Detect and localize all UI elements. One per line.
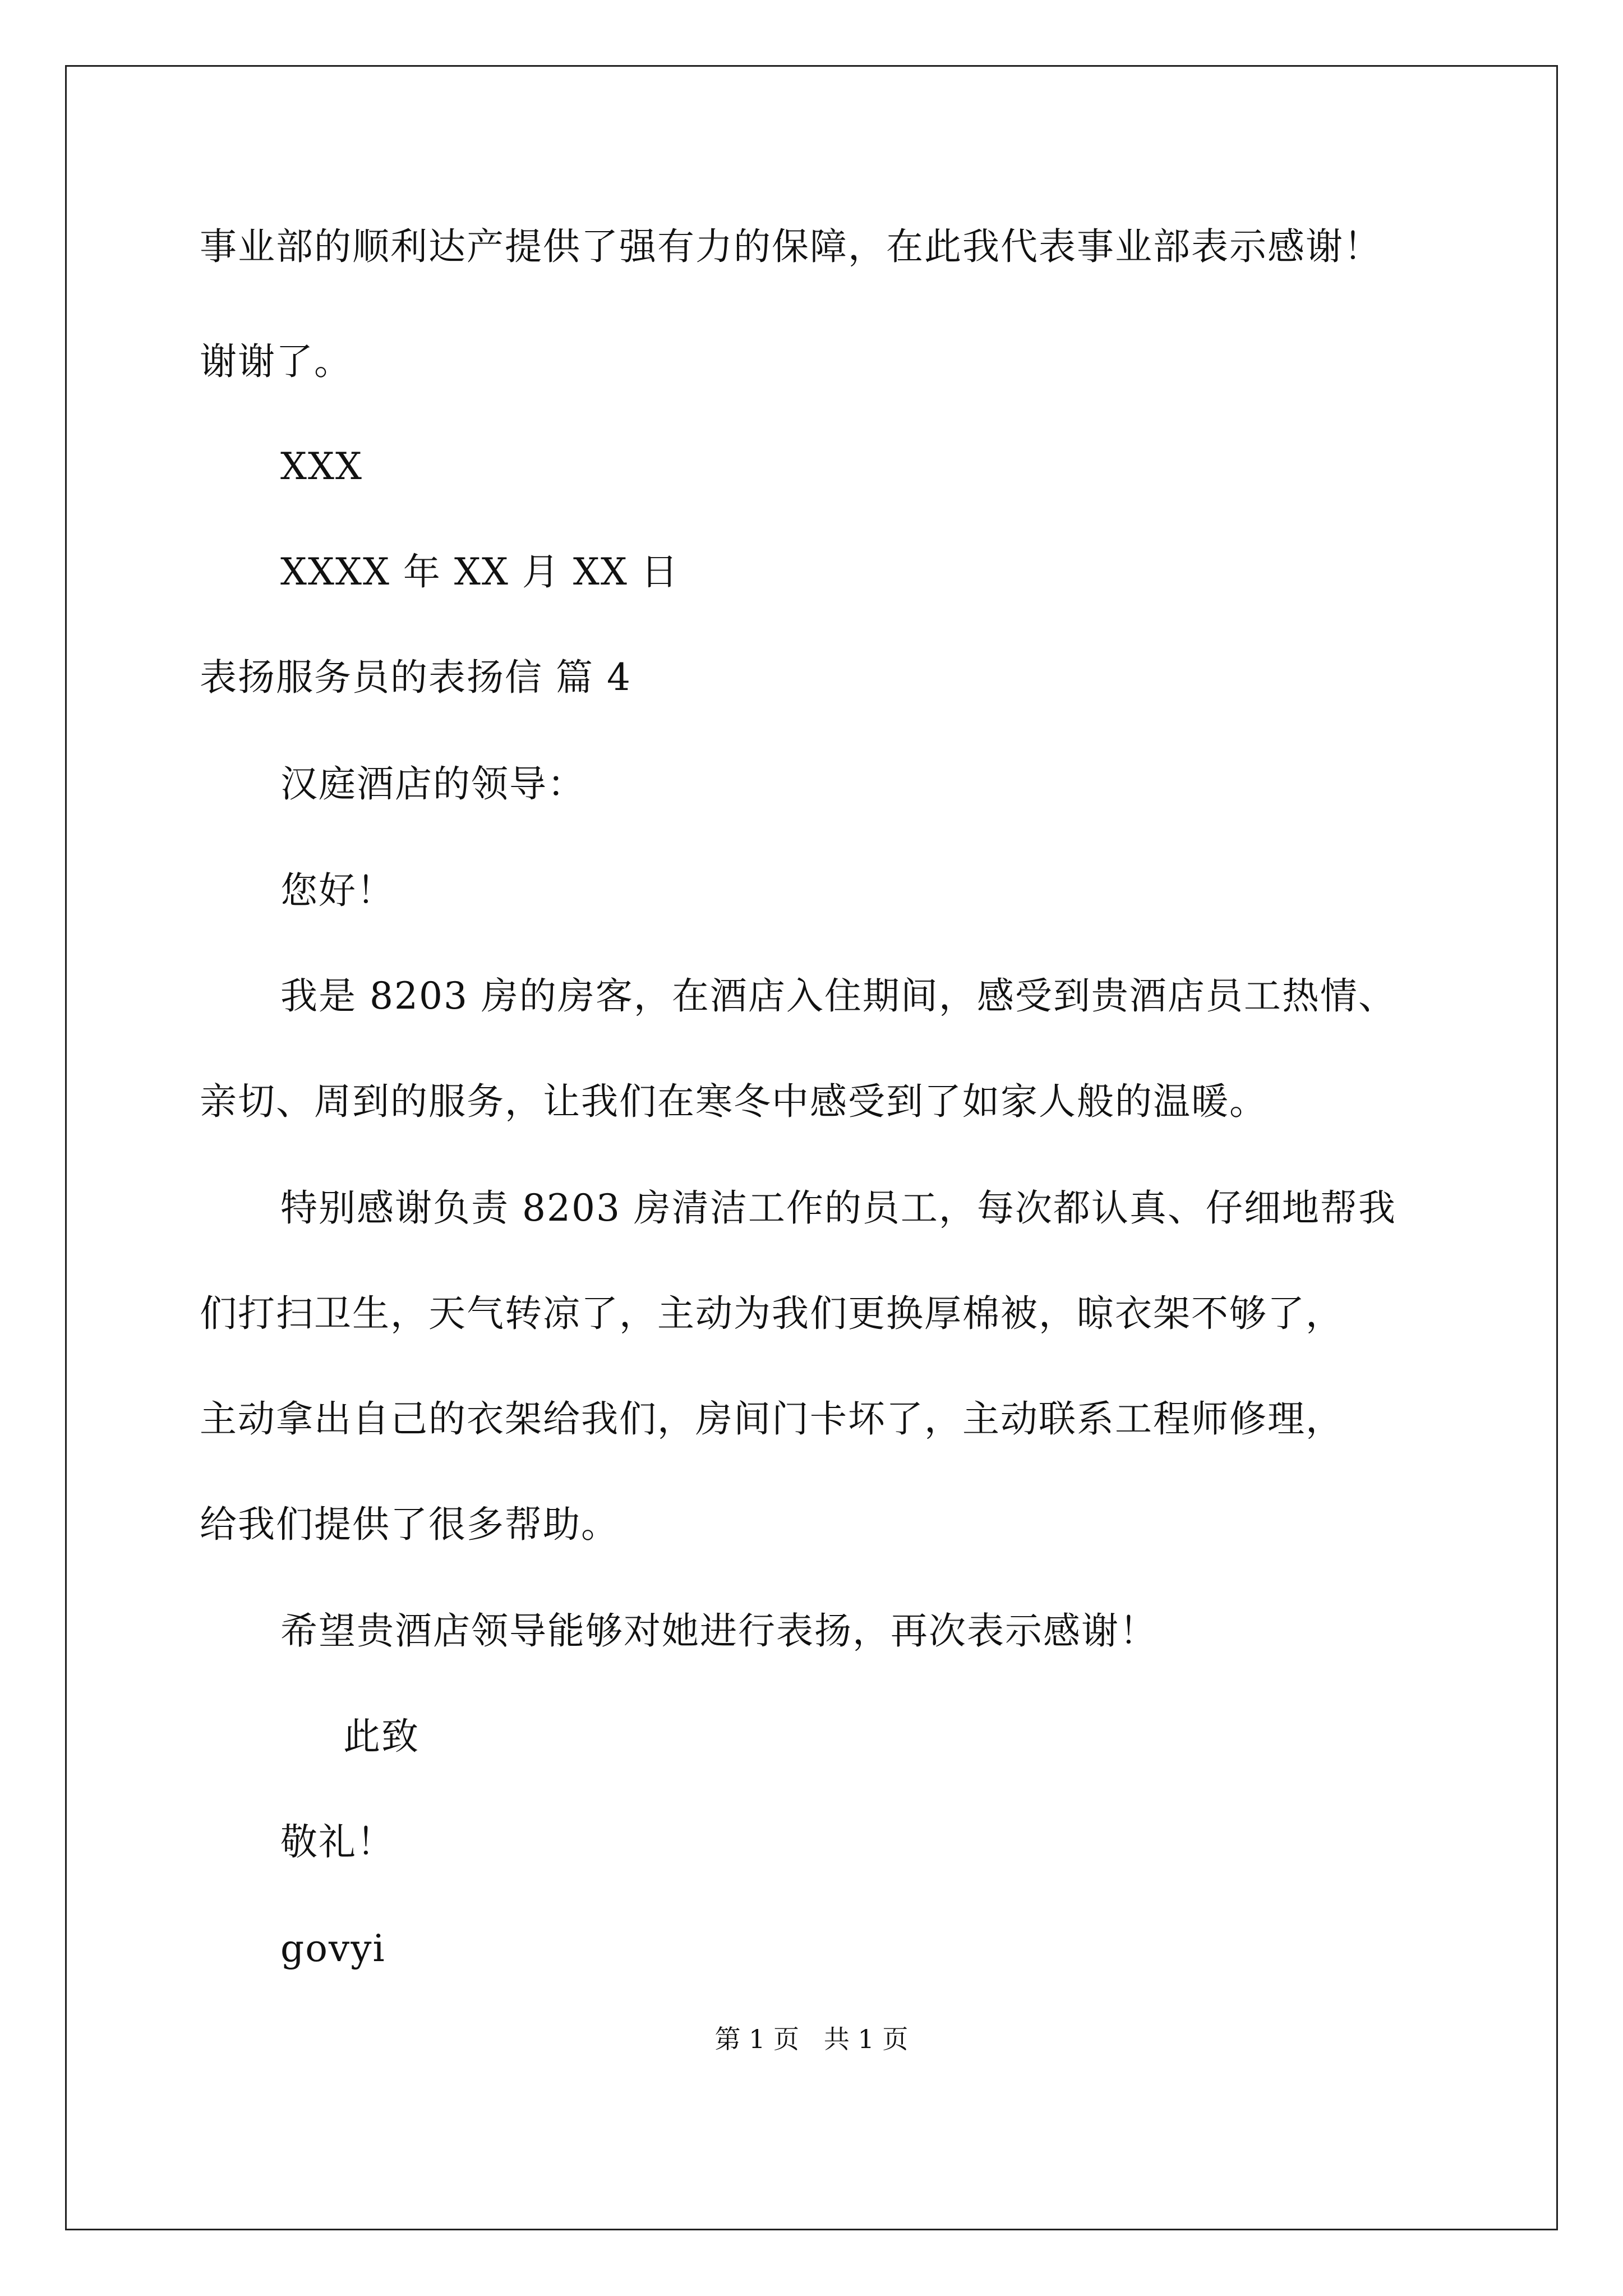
signature-text: govyi bbox=[280, 1927, 386, 1970]
text-line-thank-you: 谢谢了。 bbox=[200, 340, 352, 383]
text-line-closing-thanks: 事业部的顺利达产提供了强有力的保障，在此我代表事业部表示感谢！ bbox=[200, 225, 1382, 268]
body-paragraph-2-line-1: 特别感谢负责 8203 房清洁工作的员工，每次都认真、仔细地帮我 bbox=[280, 1186, 1396, 1230]
salutation: 汉庭酒店的领导： bbox=[280, 762, 585, 806]
page-frame bbox=[65, 65, 1558, 2230]
closing-salute: 敬礼！ bbox=[280, 1820, 395, 1864]
section-heading: 表扬服务员的表扬信 篇 4 bbox=[200, 656, 631, 699]
signature-name: XXX bbox=[280, 445, 363, 488]
body-paragraph-2-line-3: 主动拿出自己的衣架给我们，房间门卡坏了，主动联系工程师修理， bbox=[200, 1397, 1344, 1441]
body-paragraph-1-line-2: 亲切、周到的服务，让我们在寒冬中感受到了如家人般的温暖。 bbox=[200, 1080, 1267, 1123]
body-paragraph-3: 希望贵酒店领导能够对她进行表扬，再次表示感谢！ bbox=[280, 1609, 1158, 1653]
body-paragraph-1-line-1: 我是 8203 房的房客，在酒店入住期间，感受到贵酒店员工热情、 bbox=[280, 974, 1396, 1018]
closing-phrase: 此致 bbox=[343, 1715, 419, 1758]
body-paragraph-2-line-2: 们打扫卫生，天气转凉了，主动为我们更换厚棉被，晾衣架不够了， bbox=[200, 1292, 1344, 1335]
signature-date: XXXX 年 XX 月 XX 日 bbox=[280, 550, 679, 593]
body-paragraph-2-line-4: 给我们提供了很多帮助。 bbox=[200, 1503, 619, 1546]
page-footer: 第 1 页 共 1 页 bbox=[714, 2024, 909, 2054]
greeting: 您好！ bbox=[280, 869, 395, 912]
